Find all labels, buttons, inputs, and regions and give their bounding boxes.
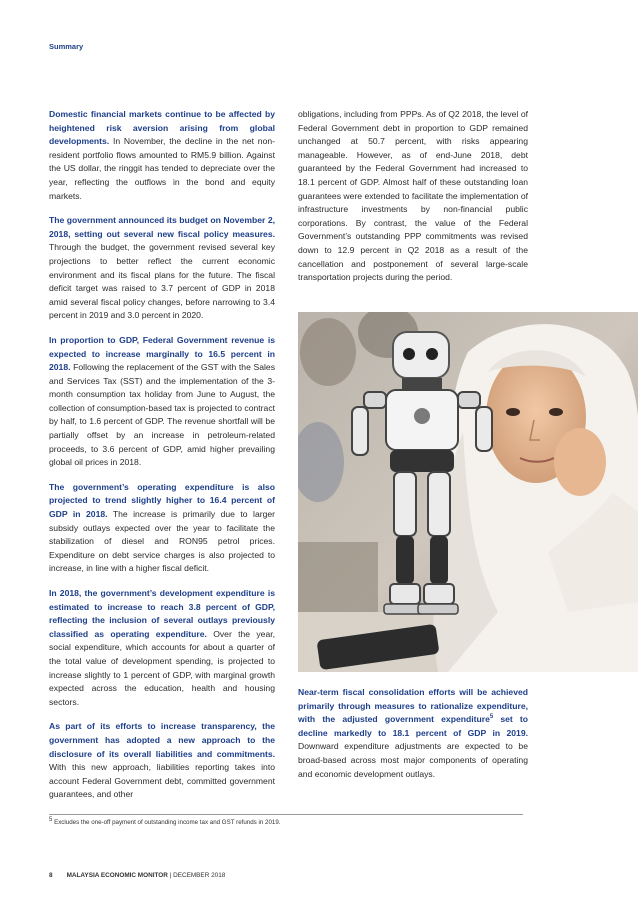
paragraph-body: In November, the decline in the net non-resident portfolio flows amounted to RM5.9 billion. Against the US dollar, the ringgit has tended to depreciate over the year, reflecting the outflows in the bond and equity markets. — [49, 136, 275, 201]
paragraph-lead-part-b: set to decline markedly to 18.1 percent of GDP in 2019. — [298, 714, 528, 738]
paragraph-liabilities-continued: obligations, including from PPPs. As of Q2 2018, the level of Federal Government debt in proportion to GDP remained unchanged at 50.7 percent, with risks appearing manageable. However, as of end-June 2018, debt guaranteed by the Federal Government had increased to 18.1 percent of GDP. Almost half of these outstanding loan guarantees were extended to facilitate the implementation of infrastructure investments by non-financial public corporations. By contrast, the value of the Federal Government’s outstanding PPP commitments was revised down to 12.9 percent in Q2 2018 as a result of the cancellation and postponement of several large-scale transportation projects during the period. — [298, 109, 528, 283]
paragraph-fiscal-consolidation — [298, 686, 528, 781]
paragraph-lead — [298, 687, 528, 738]
paragraph-development-expenditure — [49, 587, 275, 709]
paragraph-body: The increase is primarily due to larger subsidy outlays expected over the year to facilitate the stabilization of diesel and RON95 petrol prices. Expenditure on debt service charges is also projected to increase, in line with a higher fiscal deficit. — [49, 509, 276, 574]
footer-separator: | — [167, 872, 174, 879]
paragraph-body: Over the year, social expenditure, which accounts for about a quarter of the total value of development spending, is projected to increase slightly to 1 percent of GDP, with marginal growth expected across the education, health and housing sectors. — [49, 628, 275, 707]
right-column-top — [298, 108, 528, 296]
left-column — [49, 108, 275, 813]
paragraph-body: Downward expenditure adjustments are expected to be broad-based across most major components of operating and economic development outlays. — [298, 741, 528, 779]
publication-date: DECEMBER 2018 — [173, 872, 226, 879]
footnote-number: 5 — [49, 816, 53, 823]
footnote-divider — [49, 814, 523, 815]
paragraph-lead: As part of its efforts to increase transparency, the government has adopted a new approach to the disclosure of its overall liabilities and commitments. — [49, 721, 275, 759]
paragraph-transparency — [49, 720, 275, 802]
paragraph-lead: In proportion to GDP, Federal Government revenue is expected to increase marginally to 16.5 percent in 2018. — [49, 334, 275, 373]
paragraph-financial-markets — [49, 108, 275, 203]
right-column-bottom — [298, 686, 528, 792]
photo-illustration — [298, 312, 638, 672]
footnote-marker: 5 — [489, 714, 494, 721]
paragraph-body: Following the replacement of the GST with the Sales and Services Tax (SST) and the implementation of the 3-month consumption tax holiday from June to August, the collection of consumption-based tax is projected to contract by half, to 1.6 percent of GDP. The revenue shortfall will be partially offset by an increase in petroleum-related proceeds, to 3.6 percent of GDP, amid higher prevailing global oil prices in 2018. — [49, 362, 275, 468]
publication-title: MALAYSIA ECONOMIC MONITOR — [66, 872, 168, 879]
page-number: 8 — [49, 872, 53, 879]
paragraph-operating-expenditure — [49, 481, 275, 576]
paragraph-revenue — [49, 334, 275, 470]
page-footer — [49, 872, 225, 879]
paragraph-lead: Domestic financial markets continue to be affected by heightened risk aversion arising from global developments. — [49, 109, 275, 147]
paragraph-lead: The government announced its budget on November 2, 2018, setting out several new fiscal policy measures. — [49, 215, 275, 239]
paragraph-lead: The government’s operating expenditure is also projected to trend slightly higher to 16.4 percent of GDP in 2018. — [49, 481, 275, 520]
paragraph-budget — [49, 214, 275, 323]
paragraph-lead: In 2018, the government’s development expenditure is estimated to increase to reach 3.8 percent of GDP, reflecting the inclusion of several outlays previously classified as operating expenditure. — [49, 588, 275, 639]
paragraph-lead-part-a: Near-term fiscal consolidation efforts will be achieved primarily through measures to rationalize expenditure, with the adjusted government expenditure — [298, 687, 528, 725]
footnote — [49, 816, 281, 826]
footnote-text: Excludes the one-off payment of outstanding income tax and GST refunds in 2019. — [52, 819, 281, 826]
paragraph-body: Through the budget, the government revised several key projections to better reflect the current economic environment and its fiscal plans for the future. The fiscal deficit target was raised to 3.7 percent of GDP in 2018 amid several fiscal policy changes, before narrowing to 3.4 percent in 2019 and 3.0 percent in 2020. — [49, 242, 275, 321]
photo-girl-with-robot — [298, 312, 638, 672]
section-label: Summary — [49, 42, 84, 51]
paragraph-body: With this new approach, liabilities reporting takes into account Federal Government debt, committed government guarantees, and other — [49, 762, 275, 800]
